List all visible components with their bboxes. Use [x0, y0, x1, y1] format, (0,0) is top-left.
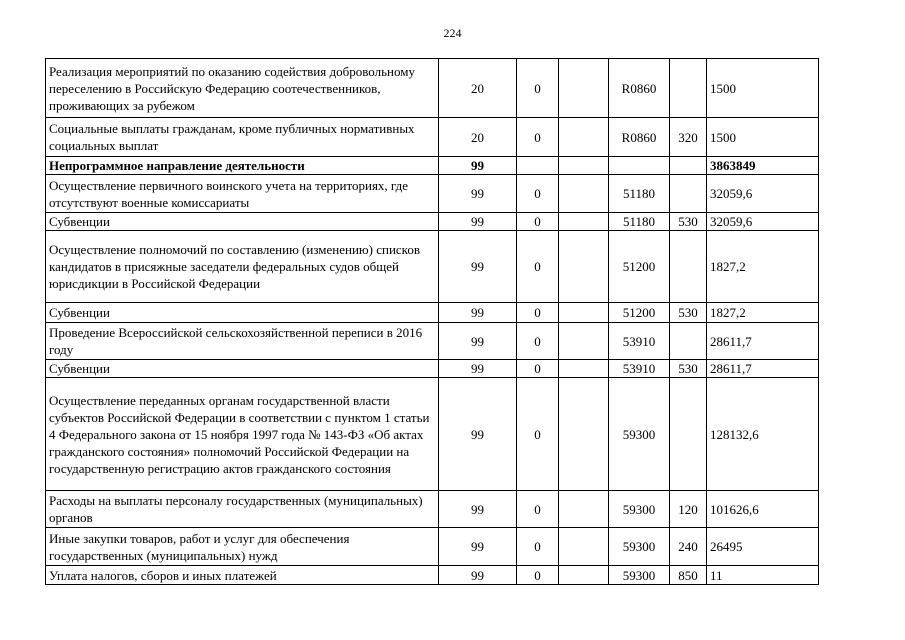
row-section: 99: [439, 213, 517, 231]
row-name: Иные закупки товаров, работ и услуг для обеспечения государственных (муниципальных) нужд: [46, 528, 439, 566]
row-expense-type: [670, 323, 707, 360]
row-expense-type: 530: [670, 360, 707, 378]
row-name: Непрограммное направление деятельности: [46, 157, 439, 175]
table-row: [46, 213, 819, 231]
row-blank: [559, 323, 609, 360]
row-amount: 1500: [707, 118, 819, 157]
row-target-code: R0860: [609, 118, 670, 157]
row-expense-type: [670, 378, 707, 491]
table-row: [46, 378, 819, 491]
table-row: [46, 175, 819, 213]
row-expense-type: 530: [670, 213, 707, 231]
row-name: Социальные выплаты гражданам, кроме публичных нормативных социальных выплат: [46, 118, 439, 157]
row-subsection: 0: [517, 323, 559, 360]
row-subsection: 0: [517, 231, 559, 303]
row-expense-type: [670, 59, 707, 118]
row-name: Субвенции: [46, 303, 439, 323]
row-section: 99: [439, 323, 517, 360]
row-amount: 101626,6: [707, 491, 819, 528]
row-blank: [559, 213, 609, 231]
table-row: [46, 491, 819, 528]
row-target-code: R0860: [609, 59, 670, 118]
row-subsection: 0: [517, 360, 559, 378]
row-section: 99: [439, 175, 517, 213]
row-subsection: 0: [517, 213, 559, 231]
row-section: 99: [439, 566, 517, 585]
row-blank: [559, 118, 609, 157]
row-blank: [559, 378, 609, 491]
table-row: [46, 157, 819, 175]
row-amount: 28611,7: [707, 323, 819, 360]
row-target-code: 51180: [609, 175, 670, 213]
row-amount: 1827,2: [707, 231, 819, 303]
row-section: 99: [439, 360, 517, 378]
row-subsection: 0: [517, 378, 559, 491]
row-amount: 11: [707, 566, 819, 585]
table-row: [46, 360, 819, 378]
row-name: Субвенции: [46, 213, 439, 231]
row-blank: [559, 360, 609, 378]
row-amount: 128132,6: [707, 378, 819, 491]
table-row: [46, 303, 819, 323]
row-name: Расходы на выплаты персоналу государственных (муниципальных) органов: [46, 491, 439, 528]
row-amount: 1500: [707, 59, 819, 118]
row-blank: [559, 303, 609, 323]
row-expense-type: [670, 157, 707, 175]
table-row: [46, 231, 819, 303]
row-amount: 32059,6: [707, 175, 819, 213]
row-name: Проведение Всероссийской сельскохозяйственной переписи в 2016 году: [46, 323, 439, 360]
row-amount: 1827,2: [707, 303, 819, 323]
row-subsection: 0: [517, 118, 559, 157]
row-blank: [559, 566, 609, 585]
row-subsection: 0: [517, 566, 559, 585]
row-expense-type: 120: [670, 491, 707, 528]
row-target-code: 53910: [609, 360, 670, 378]
row-target-code: [609, 157, 670, 175]
row-section: 99: [439, 528, 517, 566]
row-section: 99: [439, 303, 517, 323]
row-expense-type: [670, 231, 707, 303]
row-expense-type: [670, 175, 707, 213]
row-expense-type: 320: [670, 118, 707, 157]
page-number: 224: [443, 26, 462, 40]
table-row: [46, 566, 819, 585]
row-target-code: 59300: [609, 528, 670, 566]
row-section: 20: [439, 59, 517, 118]
row-section: 99: [439, 491, 517, 528]
row-blank: [559, 59, 609, 118]
row-target-code: 51180: [609, 213, 670, 231]
row-expense-type: 850: [670, 566, 707, 585]
row-target-code: 59300: [609, 378, 670, 491]
row-blank: [559, 175, 609, 213]
row-section: 99: [439, 231, 517, 303]
row-target-code: 51200: [609, 231, 670, 303]
row-subsection: 0: [517, 59, 559, 118]
row-blank: [559, 231, 609, 303]
row-amount: 28611,7: [707, 360, 819, 378]
row-name: Уплата налогов, сборов и иных платежей: [46, 566, 439, 585]
budget-table: [45, 58, 819, 585]
row-subsection: 0: [517, 303, 559, 323]
row-blank: [559, 157, 609, 175]
row-expense-type: 530: [670, 303, 707, 323]
row-subsection: [517, 157, 559, 175]
row-name: Осуществление переданных органам государственной власти субъектов Российской Федерации в соответствии с пунктом 1 статьи 4 Федерального закона от 15 ноября 1997 года № 143-ФЗ «Об актах гражданского состояния» полномочий Российской Федерации на государственную регистрацию актов гражданского состояния: [46, 378, 439, 491]
row-target-code: 59300: [609, 491, 670, 528]
row-section: 99: [439, 378, 517, 491]
row-subsection: 0: [517, 491, 559, 528]
row-name: Реализация мероприятий по оказанию содействия добровольному переселению в Российскую Федерацию соотечественников, проживающих за рубежом: [46, 59, 439, 118]
row-name: Осуществление первичного воинского учета на территориях, где отсутствуют военные комиссариаты: [46, 175, 439, 213]
row-amount: 3863849: [707, 157, 819, 175]
row-expense-type: 240: [670, 528, 707, 566]
table-row: [46, 59, 819, 118]
row-amount: 26495: [707, 528, 819, 566]
row-blank: [559, 528, 609, 566]
row-subsection: 0: [517, 175, 559, 213]
table-row: [46, 323, 819, 360]
row-amount: 32059,6: [707, 213, 819, 231]
row-subsection: 0: [517, 528, 559, 566]
row-section: 99: [439, 157, 517, 175]
row-blank: [559, 491, 609, 528]
row-target-code: 53910: [609, 323, 670, 360]
row-name: Субвенции: [46, 360, 439, 378]
table-row: [46, 118, 819, 157]
row-target-code: 59300: [609, 566, 670, 585]
row-name: Осуществление полномочий по составлению (изменению) списков кандидатов в присяжные заседатели федеральных судов общей юрисдикции в Российской Федерации: [46, 231, 439, 303]
table-row: [46, 528, 819, 566]
row-target-code: 51200: [609, 303, 670, 323]
row-section: 20: [439, 118, 517, 157]
